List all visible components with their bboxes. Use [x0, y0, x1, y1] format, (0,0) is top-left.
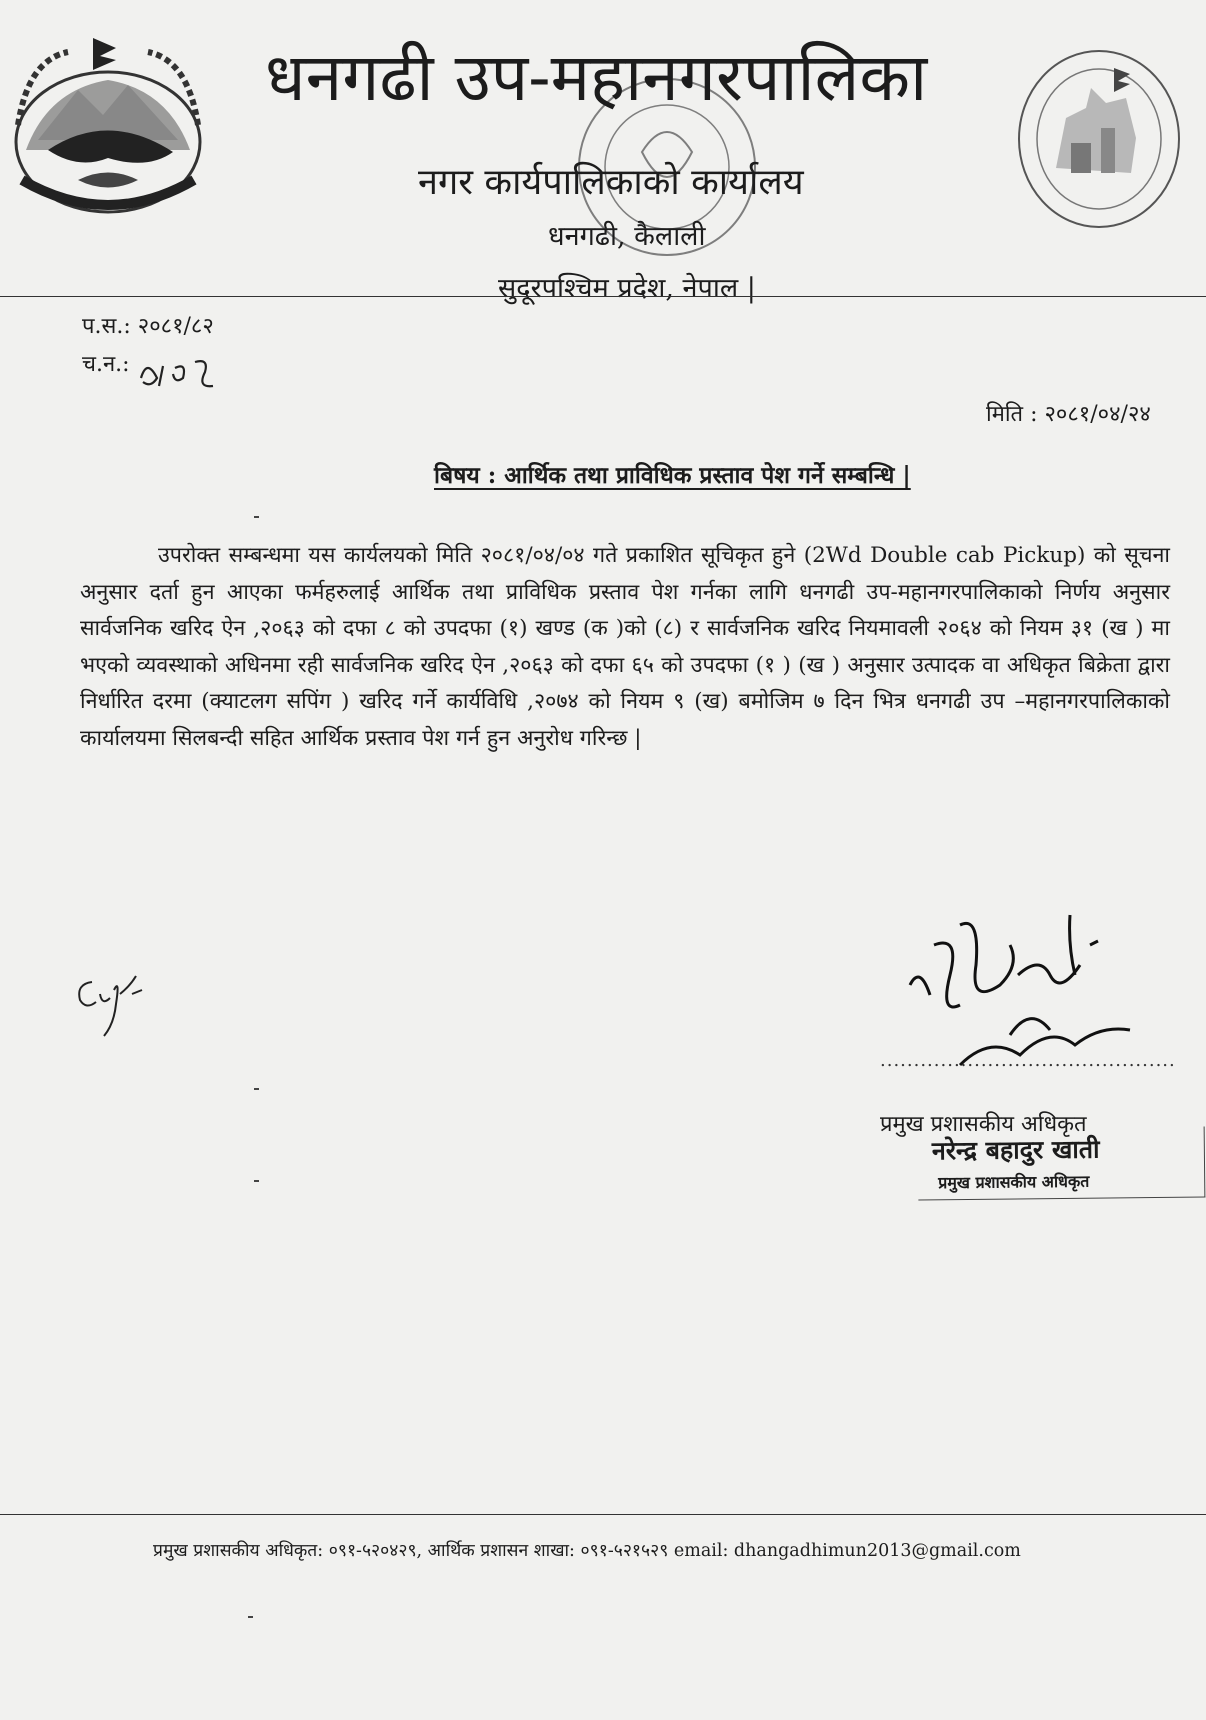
letter-date: मिति : २०८१/०४/२४ — [986, 402, 1151, 427]
header-divider — [0, 296, 1206, 297]
scan-speck — [248, 1616, 253, 1618]
scan-speck — [254, 1180, 259, 1182]
office-province: सुदूरपश्चिम प्रदेश, नेपाल | — [498, 273, 756, 304]
footer-divider — [0, 1514, 1206, 1515]
signatory-stamp-title: प्रमुख प्रशासकीय अधिकृत — [938, 1171, 1090, 1193]
scan-speck — [254, 1088, 259, 1090]
letter-body: उपरोक्त सम्बन्धमा यस कार्यलयको मिति २०८१/०४/०४ गते प्रकाशित सूचिकृत हुने (2Wd Double cab Pickup) को सूचना अनुसार दर्ता हुन आएका फर्महरुलाई आर्थिक तथा प्राविधिक प्रस्ताव पेश गर्नका लागि धनगढी उप-महानगरपालिकाको निर्णय अनुसार सार्वजनिक खरिद ऐन ,२०६३ को दफा ८ को उपदफा (१) खण्ड (क )को (८) र सार्वजनिक खरिद नियमावली २०६४ को नियम ३१ (ख ) मा भएको व्यवस्थाको अधिनमा रही सार्वजनिक खरिद ऐन ,२०६३ को दफा ६५ को उपदफा (१ ) (ख ) अनुसार उत्पादक वा अधिकृत बिक्रेता द्वारा निर्धारित दरमा (क्याटलग सपिंग ) खरिद गर्ने कार्यविधि ,२०७४ को नियम ९ (ख) बमोजिम ७ दिन भित्र धनगढी उप –महानगरपालिकाको कार्यालयमा सिलबन्दी सहित आर्थिक प्रस्ताव पेश गर्न हुन अनुरोध गरिन्छ | — [80, 543, 1170, 751]
signatory-name-stamp — [918, 1126, 1206, 1200]
reference-patra-sankhya: प.स.: २०८१/८२ — [82, 314, 214, 339]
office-city: धनगढी, कैलाली — [548, 221, 706, 252]
footer-contact: प्रमुख प्रशासकीय अधिकृत: ०९१-५२०४२९, आर्थिक प्रशासन शाखा: ०९१-५२१५२९ email: dhangadhimun2013@gmail.com — [153, 1541, 1021, 1561]
signatory-title: प्रमुख प्रशासकीय अधिकृत — [880, 1112, 1087, 1137]
handwritten-initials — [70, 964, 160, 1044]
municipality-seal-icon — [1016, 48, 1182, 230]
signatory-name: नरेन्द्र बहादुर खाती — [931, 1134, 1100, 1166]
chalani-number-handwritten — [135, 348, 225, 392]
signature-line: ............................................ — [880, 1050, 1176, 1071]
letter-subject: बिषय : आर्थिक तथा प्राविधिक प्रस्ताव पेश गर्ने सम्बन्धि | — [434, 462, 911, 489]
office-name: धनगढी उप-महानगरपालिका — [265, 39, 928, 116]
office-subtitle: नगर कार्यपालिकाको कार्यालय — [418, 162, 804, 203]
scan-speck — [254, 516, 259, 518]
reference-chalani-label: च.न.: — [82, 352, 130, 377]
nepal-emblem-icon — [8, 30, 208, 220]
